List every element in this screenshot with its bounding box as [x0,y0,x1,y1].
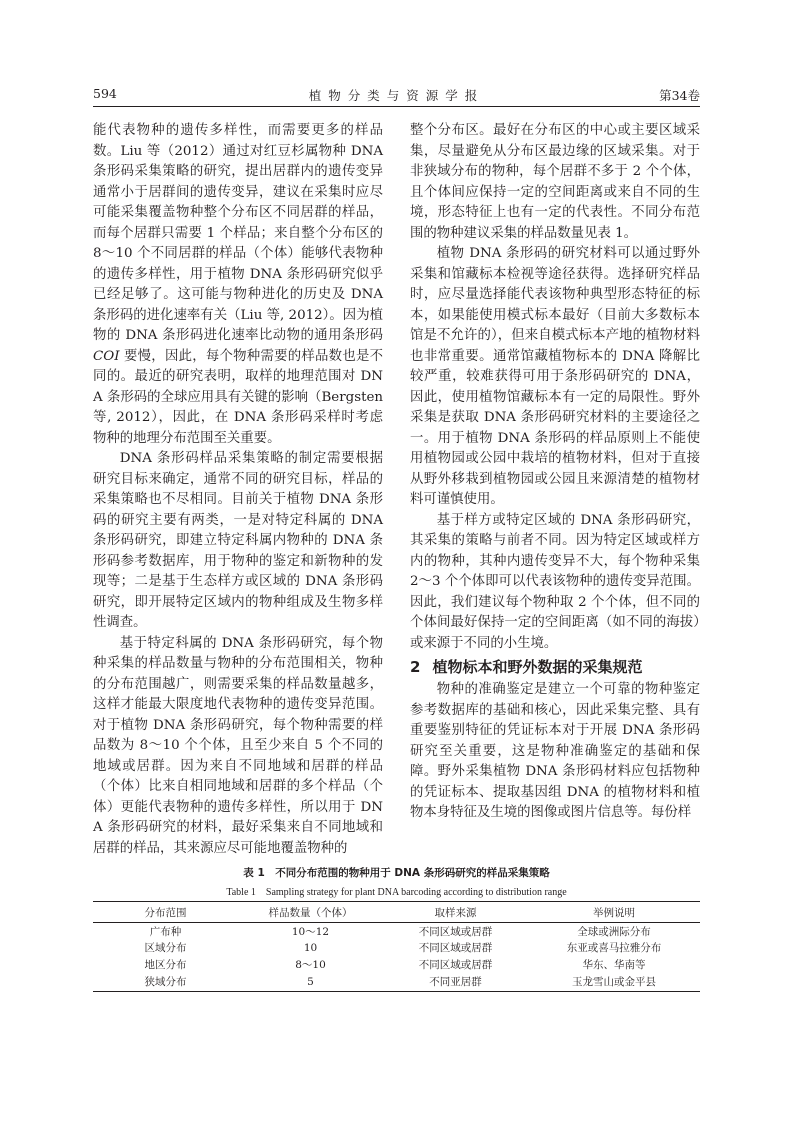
paragraph: 物种的准确鉴定是建立一个可靠的物种鉴定参考数据库的基础和核心，因此采集完整、具有重要鉴别特征的凭证标本对于开展 DNA 条形码研究至关重要，这是物种准确鉴定的基础和保障。野外采集植物 DNA 条形码材料应包括物种的凭证标本、提取基因组 DNA 的植物材料和植物本身特征及生境的图像或图片信息等。每份样 [410,682,700,820]
table-cell: 地区分布 [144,958,187,971]
table-cell: 不同亚居群 [383,973,528,992]
paragraph: DNA 条形码样品采集策略的制定需要根据研究目标来确定，通常不同的研究目标，样品的采集策略也不尽相同。目前关于植物 DNA 条形码的研究主要有两类，一是对特定科属的 DNA 条形码研究，即建立特定科属内物种的 DNA 条形码参考数据库，用于物种的鉴定和新物种的发现等；二是基于生态样方或区域的 DNA 条形码研究，即开展特定区域内的物种组成及生物多样性调查。 [93,451,383,630]
italic-gene-name: COI [93,348,120,364]
table-cell: 不同区域或居群 [418,942,493,955]
table-row [93,956,700,973]
table-cell: 玉龙雪山或金平县 [528,973,700,992]
table-row [93,923,700,940]
paragraph: 基于样方或特定区域的 DNA 条形码研究，其采集的策略与前者不同。因为特定区域或样方内的物种，其种内遗传变异不大，每个物种采集 2～3 个个体即可以代表该物种的遗传变异范围。因此，我们建议每个物种取 2 个个体，但不同的个体间最好保持一定的空间距离（如不同的海拔）或来源于不同的小生境。 [410,512,700,651]
table-caption-en: Table 1 Sampling strategy for plant DNA barcoding according to distribution range [226,887,567,898]
journal-title: 植物分类与资源学报 [308,88,485,103]
table-row [93,973,700,992]
table-cell: 广布种 [149,925,182,938]
table-cell: 狭域分布 [93,973,238,992]
left-column [93,121,383,859]
table-cell: 全球或洲际分布 [577,925,651,938]
table-cell: 8～10 [295,958,326,971]
column-header: 取样来源 [383,902,528,923]
table-cell: 区域分布 [144,942,187,955]
table-header-row [93,902,700,923]
table-cell: 10～12 [291,925,330,938]
table-row [93,940,700,957]
volume-label: 第34卷 [659,88,700,103]
table-cell: 不同区域或居群 [418,925,493,938]
paragraph: 植物 DNA 条形码的研究材料可以通过野外采集和馆藏标本检视等途径获得。选择研究样品时，应尽量选择能代表该物种典型形态特征的标本，如果能使用模式标本最好（目前大多数标本馆是不允许的），但来自模式标本产地的植物材料也非常重要。通常馆藏植物标本的 DNA 降解比较严重，较难获得可用于条形码研究的 DNA，因此，使用植物馆藏标本有一定的局限性。野外采集是获取 DNA 条形码研究材料的主要途径之一。用于植物 DNA 条形码的样品原则上不能使用植物园或公园中栽培的植物材料，但对于直接从野外移栽到植物园或公园且来源清楚的植物材料可谨慎使用。 [410,246,700,507]
right-column [410,121,700,824]
column-header: 分布范围 [93,902,238,923]
column-header: 样品数量（个体） [238,902,383,923]
column-header: 举例说明 [528,902,700,923]
paragraph: 基于特定科属的 DNA 条形码研究，每个物种采集的样品数量与物种的分布范围相关，物种的分布范围越广，则需要采集的样品数量越多，这样才能最大限度地代表物种的遗传变异范围。对于植物 DNA 条形码研究，每个物种需要的样品数为 8～10 个个体，且至少来自 5 个不同的地域或居群。因为来自不同地域和居群的样品（个体）比来自相同地域和居群的多个样品（个体）更能代表物种的遗传多样性，所以用于 DNA 条形码研究的材料，最好采集来自不同地域和居群的样品，其来源应尽可能地覆盖物种的 [93,635,383,856]
running-header [93,84,700,104]
table-cell: 10 [303,941,318,954]
table-cell: 不同区域或居群 [418,958,493,971]
section-number: 2 [410,658,421,676]
table-cell: 华东、华南等 [582,958,646,971]
table-cell: 5 [238,973,383,992]
page-number: 594 [93,86,117,101]
section-title: 植物标本和野外数据的采集规范 [432,658,643,676]
paragraph: 整个分布区。最好在分布区的中心或主要区域采集，尽量避免从分布区最边缘的区域采集。对于非狭域分布的物种，每个居群不多于 2 个个体，且个体间应保持一定的空间距离或来自不同的生境，形态特征上也有一定的代表性。不同分布范围的物种建议采集的样品数量见表 1。 [410,123,700,241]
header-rule [93,106,700,107]
sampling-table [93,901,700,992]
table-caption-cn: 表 1 不同分布范围的物种用于 DNA 条形码研究的样品采集策略 [243,867,550,879]
table-cell: 东亚或喜马拉雅分布 [566,942,662,955]
section-heading [410,657,700,678]
paragraph: 能代表物种的遗传多样性，而需要更多的样品数。Liu 等（2012）通过对红豆杉属物种 DNA 条形码采集策略的研究，提出居群内的遗传变异通常小于居群间的遗传变异，建议在采集时应尽可能采集覆盖物种整个分布区不同居群的样品，而每个居群只需要 1 个样品；来自整个分布区的 8～10 个不同居群的样品（个体）能够代表物种的遗传多样性，用于植物 DNA 条形码研究似乎已经足够了。这可能与物种进化的历史及 DNA 条形码的进化速率有关（Liu 等, 2012）。因为植物的 DNA 条形码进化速率比动物的通用条形码 COI 要慢，因此，每个物种需要的样品数也是不同的。最近的研究表明，取样的地理范围对 DNA 条形码的全球应用具有关键的影响（Bergsten 等, 2012），因此，在 DNA 条形码采样时考虑物种的地理分布范围至关重要。 [93,123,383,446]
